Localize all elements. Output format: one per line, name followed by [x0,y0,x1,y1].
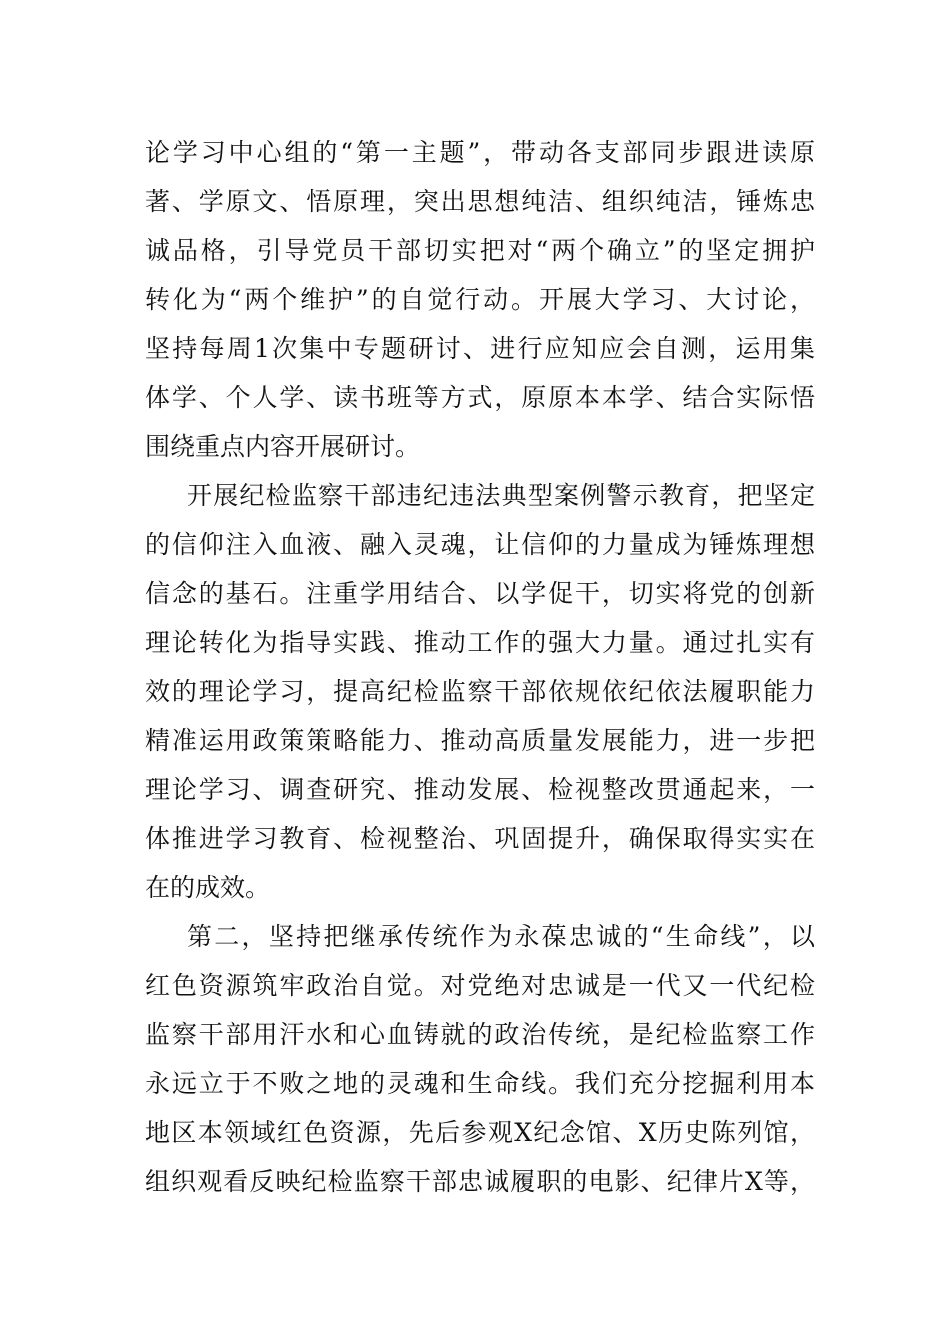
text-line: 永远立于不败之地的灵魂和生命线。我们充分挖掘利用本 [145,1069,815,1098]
text-line: 转化为“两个维护”的自觉行动。开展大学习、大讨论， [145,285,815,314]
text-line: 体推进学习教育、检视整治、巩固提升，确保取得实实在 [145,824,815,853]
text-line: 地区本领域红色资源，先后参观X纪念馆、X历史陈列馆， [145,1118,815,1147]
text-line: 理论学习、调查研究、推动发展、检视整改贯通起来，一 [145,775,815,804]
text-line: 诚品格，引导党员干部切实把对“两个确立”的坚定拥护 [145,236,815,265]
text-line: 信念的基石。注重学用结合、以学促干，切实将党的创新 [145,579,815,608]
text-line: 效的理论学习，提高纪检监察干部依规依纪依法履职能力 [145,677,815,706]
paragraph-first-line: 开展纪检监察干部违纪违法典型案例警示教育，把坚定 [187,481,815,510]
text-line: 围绕重点内容开展研讨。 [145,432,421,461]
text-line: 的信仰注入血液、融入灵魂，让信仰的力量成为锤炼理想 [145,530,815,559]
text-line: 著、学原文、悟原理，突出思想纯洁、组织纯洁，锤炼忠 [145,187,815,216]
text-line: 坚持每周1次集中专题研讨、进行应知应会自测，运用集 [145,334,815,363]
text-line: 体学、个人学、读书班等方式，原原本本学、结合实际悟 [145,383,815,412]
text-line: 论学习中心组的“第一主题”，带动各支部同步跟进读原 [145,138,815,167]
text-line: 在的成效。 [145,873,271,902]
text-line: 理论转化为指导实践、推动工作的强大力量。通过扎实有 [145,628,815,657]
text-line: 监察干部用汗水和心血铸就的政治传统，是纪检监察工作 [145,1020,815,1049]
text-line: 精准运用政策策略能力、推动高质量发展能力，进一步把 [145,726,815,755]
text-line: 红色资源筑牢政治自觉。对党绝对忠诚是一代又一代纪检 [145,971,815,1000]
paragraph-first-line: 第二，坚持把继承传统作为永葆忠诚的“生命线”，以 [187,922,815,951]
text-line: 组织观看反映纪检监察干部忠诚履职的电影、纪律片X等， [145,1167,815,1196]
